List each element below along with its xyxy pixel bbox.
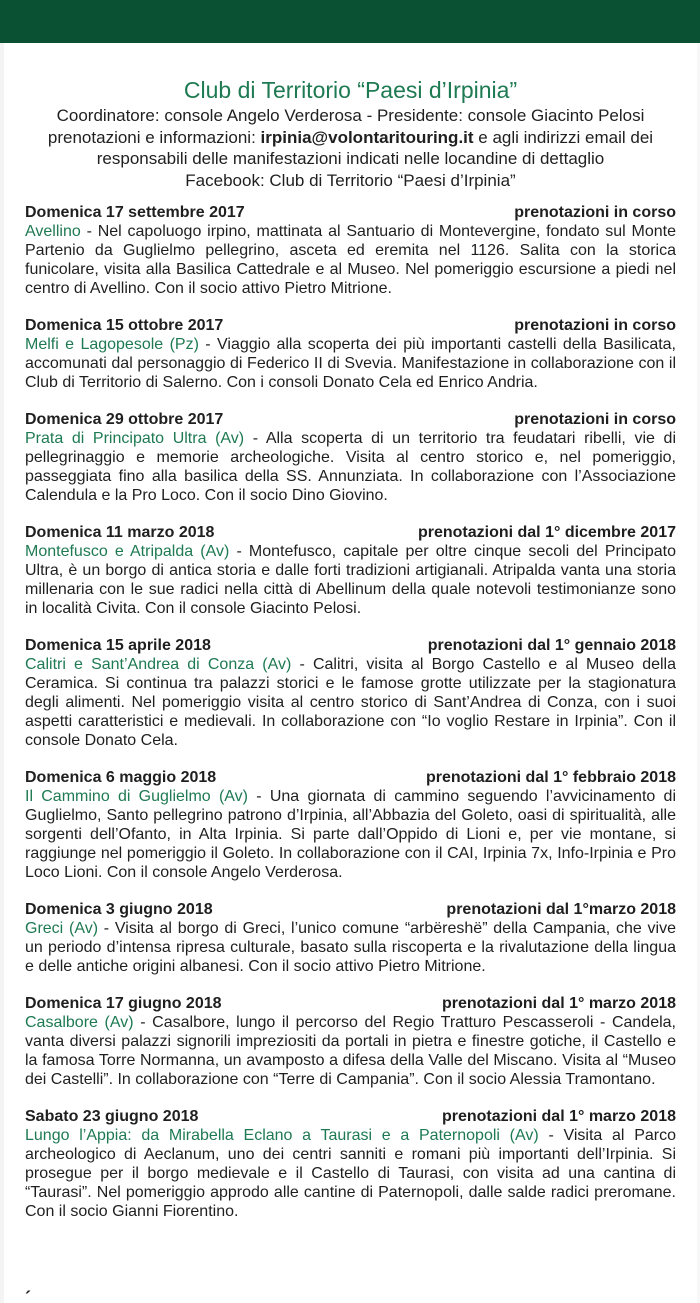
event-date: Domenica 29 ottobre 2017 bbox=[25, 411, 224, 428]
event-description bbox=[25, 919, 676, 976]
event-booking-status: prenotazioni dal 1° marzo 2018 bbox=[441, 1108, 676, 1125]
event-booking-status: prenotazioni dal 1° febbraio 2018 bbox=[425, 769, 676, 786]
event-date: Domenica 15 ottobre 2017 bbox=[25, 317, 224, 334]
event-item bbox=[25, 316, 676, 392]
event-booking-status: prenotazioni in corso bbox=[514, 204, 676, 221]
event-place: Prata di Principato Ultra (Av) bbox=[25, 430, 245, 447]
event-place: Il Cammino di Guglielmo (Av) bbox=[25, 788, 248, 805]
event-booking-status: prenotazioni in corso bbox=[514, 317, 676, 334]
event-header bbox=[25, 316, 676, 335]
event-item bbox=[25, 523, 676, 618]
event-header bbox=[25, 523, 676, 542]
event-place: Melfi e Lagopesole (Pz) bbox=[25, 336, 199, 353]
intro-facebook-line: Facebook: Club di Territorio “Paesi d’Irpinia” bbox=[185, 170, 516, 190]
events-list bbox=[25, 203, 676, 1221]
event-place: Calitri e Sant’Andrea di Conza (Av) bbox=[25, 656, 292, 673]
event-text: - Visita al borgo di Greci, l’unico comune “arbëreshë” della Campania, che vive un periodo d’intensa ripresa culturale, basato sulla riscoperta e la rivalutazione della lingua e delle antiche origini albanesi. Con il socio attivo Pietro Mitrione. bbox=[25, 920, 676, 975]
intro-bookings-prefix: prenotazioni e informazioni: bbox=[47, 127, 261, 147]
event-place: Montefusco e Atripalda (Av) bbox=[25, 543, 230, 560]
event-description bbox=[25, 1013, 676, 1089]
event-description bbox=[25, 1126, 676, 1221]
event-text: - Casalbore, lungo il percorso del Regio Tratturo Pescasseroli - Candela, vanta diversi palazzi signorili impreziositi da portali in pietra e finestre gotiche, il Castello e la famosa Torre Normanna, un avamposto a difesa della Valle del Miscano. Visita al “Museo dei Castelli”. In collaborazione con “Terre di Campania”. Con il socio Alessia Tramontano. bbox=[25, 1014, 676, 1088]
page-edge-left bbox=[0, 43, 4, 1303]
event-header bbox=[25, 410, 676, 429]
event-item bbox=[25, 203, 676, 298]
event-header bbox=[25, 203, 676, 222]
event-text: - Montefusco, capitale per oltre cinque secoli del Principato Ultra, è un borgo di antica storia e dalle forti tradizioni artigianali. Atripalda vanta una storia millenaria con le sue radici nella città di Abellinum della quale notevoli testimonianze sono in località Civita. Con il console Giacinto Pelosi. bbox=[25, 543, 676, 617]
event-text: - Viaggio alla scoperta dei più importanti castelli della Basilicata, accomunati dal personaggio di Federico II di Svevia. Manifestazione in collaborazione con il Club di Territorio di Salerno. Con i consoli Donato Cela ed Enrico Andria. bbox=[25, 336, 677, 391]
top-green-bar bbox=[0, 0, 700, 43]
event-text: - Calitri, visita al Borgo Castello e al Museo della Ceramica. Si continua tra palazzi storici e le famose grotte utilizzate per la stagionatura degli alimenti. Nel pomeriggio visita al centro storico di Sant’Andrea di Conza, con i suoi aspetti caratteristici e medievali. In collaborazione con “Io voglio Restare in Irpinia”. Con il console Donato Cela. bbox=[25, 656, 676, 749]
event-header bbox=[25, 1107, 676, 1126]
event-place: Casalbore (Av) bbox=[25, 1014, 134, 1031]
event-date: Domenica 17 settembre 2017 bbox=[25, 204, 245, 221]
event-booking-status: prenotazioni dal 1° marzo 2018 bbox=[441, 995, 676, 1012]
event-booking-status: prenotazioni dal 1°marzo 2018 bbox=[446, 901, 676, 918]
event-item bbox=[25, 994, 676, 1089]
event-text: - Nel capoluogo irpino, mattinata al Santuario di Montevergine, fondato sul Monte Partenio da Guglielmo pellegrino, asceta ed eremita nel 1126. Salita con la storica funicolare, visita alla Basilica Cattedrale e al Museo. Nel pomeriggio escursione a piedi nel centro di Avellino. Con il socio attivo Pietro Mitrione. bbox=[25, 223, 677, 297]
event-booking-status: prenotazioni dal 1° gennaio 2018 bbox=[427, 637, 676, 654]
event-item bbox=[25, 1107, 676, 1221]
event-header bbox=[25, 900, 676, 919]
event-date: Domenica 17 giugno 2018 bbox=[25, 995, 222, 1012]
intro-coordinator-line: Coordinatore: console Angelo Verderosa - Presidente: console Giacinto Pelosi bbox=[56, 106, 645, 125]
event-text: - Una giornata di cammino seguendo l’avvicinamento di Guglielmo, Santo pellegrino patrono d’Irpinia, all’Abbazia del Goleto, oasi di spiritualità, alle sorgenti dell’Ofanto, in Alta Irpinia. Si parte dall’Oppido di Lioni e, per vie montane, si raggiunge nel pomeriggio il Goleto. In collaborazione con il CAI, Irpinia 7x, Info-Irpinia e Pro Loco Lioni. Con il console Angelo Verderosa. bbox=[25, 788, 677, 881]
intro-block bbox=[25, 105, 676, 191]
event-place: Avellino bbox=[25, 223, 81, 240]
event-item bbox=[25, 768, 676, 882]
event-item bbox=[25, 410, 676, 505]
event-header bbox=[25, 768, 676, 787]
event-place: Lungo l’Appia: da Mirabella Eclano a Taurasi e a Paternopoli (Av) bbox=[25, 1127, 539, 1144]
event-header bbox=[25, 636, 676, 655]
cutoff-text: ´ bbox=[25, 1288, 31, 1303]
event-description bbox=[25, 787, 676, 882]
event-description bbox=[25, 542, 676, 618]
event-item bbox=[25, 900, 676, 976]
event-text: - Visita al Parco archeologico di Aeclanum, uno dei centri sanniti e romani più importanti dell’Irpinia. Si prosegue per il borgo medievale e il Castello di Taurasi, con visita ad una cantina di “Taurasi”. Nel pomeriggio approdo alle cantine di Paternopoli, dalle salde radici preromane. Con il socio Gianni Fiorentino. bbox=[25, 1127, 676, 1220]
event-date: Domenica 11 marzo 2018 bbox=[25, 524, 215, 541]
intro-bookings-suffix: e agli indirizzi email dei responsabili delle manifestazioni indicati nelle locandine di dettaglio bbox=[96, 127, 654, 168]
event-item bbox=[25, 636, 676, 750]
event-header bbox=[25, 994, 676, 1013]
event-description bbox=[25, 429, 676, 505]
page-content bbox=[0, 43, 700, 1221]
page-title: Club di Territorio “Paesi d’Irpinia” bbox=[183, 77, 518, 103]
event-description bbox=[25, 655, 676, 750]
event-date: Domenica 15 aprile 2018 bbox=[25, 637, 211, 654]
event-booking-status: prenotazioni dal 1° dicembre 2017 bbox=[417, 524, 676, 541]
event-date: Domenica 3 giugno 2018 bbox=[25, 901, 213, 918]
event-date: Sabato 23 giugno 2018 bbox=[25, 1108, 199, 1125]
event-place: Greci (Av) bbox=[25, 920, 99, 937]
event-description bbox=[25, 335, 676, 392]
event-description bbox=[25, 222, 676, 298]
event-text: - Alla scoperta di un territorio tra feudatari ribelli, vie di pellegrinaggio e memorie archeologiche. Visita al centro storico e, nel pomeriggio, passeggiata fino alla basilica della SS. Annunziata. In collaborazione con l’Associazione Calendula e la Pro Loco. Con il socio Dino Giovino. bbox=[25, 430, 676, 504]
event-booking-status: prenotazioni in corso bbox=[514, 411, 676, 428]
email-text: irpinia@volontaritouring.it bbox=[260, 127, 474, 147]
event-date: Domenica 6 maggio 2018 bbox=[25, 769, 217, 786]
